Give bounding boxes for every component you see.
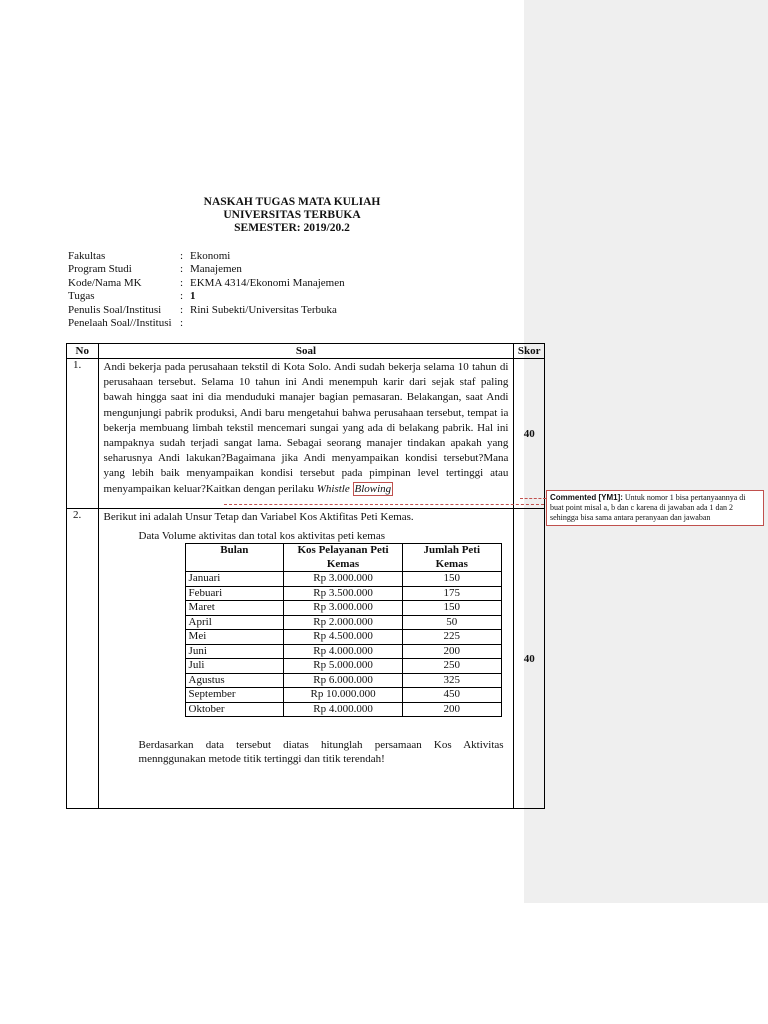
info-value: EKMA 4314/Ekonomi Manajemen — [190, 276, 345, 289]
data-cell-count: 225 — [402, 630, 501, 645]
info-label: Fakultas — [68, 250, 106, 262]
data-row — [185, 659, 501, 674]
data-cell-month: September — [185, 688, 284, 703]
info-label: Penulis Soal/Institusi — [68, 303, 162, 316]
info-value: Rini Subekti/Universitas Terbuka — [190, 303, 337, 316]
data-row — [185, 630, 501, 645]
data-cell-month: Mei — [185, 630, 284, 645]
italic-term-1: Whistle — [316, 482, 350, 495]
info-label: Program Studi — [68, 263, 132, 276]
data-cell-month: April — [185, 615, 284, 630]
data-row — [185, 688, 501, 703]
data-header-jumlah: Jumlah Peti Kemas — [402, 544, 501, 572]
data-row — [185, 601, 501, 616]
question-table — [66, 343, 545, 809]
header-line-2: UNIVERSITAS TERBUKA — [223, 209, 361, 221]
data-cell-count: 150 — [402, 572, 501, 587]
data-cell-cost: Rp 2.000.000 — [284, 615, 403, 630]
info-row: Tugas : 1 — [68, 290, 196, 303]
comment-margin-pane — [524, 0, 768, 903]
info-label: Penelaah Soal//Institusi — [68, 317, 172, 330]
question-row-2 — [67, 509, 545, 809]
data-cell-month: Agustus — [185, 673, 284, 688]
commented-term[interactable]: Blowing — [354, 482, 392, 495]
data-cell-count: 175 — [402, 586, 501, 601]
comment-anchor-line — [224, 504, 544, 505]
data-cell-cost: Rp 4.000.000 — [284, 702, 403, 717]
question-2-intro: Berikut ini adalah Unsur Tetap dan Variabel Kos Aktifitas Peti Kemas. — [103, 511, 414, 523]
question-1-score: 40 — [514, 359, 545, 509]
comment-author: Commented [YM1]: — [550, 493, 623, 502]
info-row: Kode/Nama MK : EKMA 4314/Ekonomi Manajemen — [68, 276, 345, 289]
data-cell-cost: Rp 6.000.000 — [284, 673, 403, 688]
data-cell-cost: Rp 3.000.000 — [284, 572, 403, 587]
info-row: Penelaah Soal//Institusi : — [68, 317, 184, 330]
comment-connector — [520, 498, 546, 499]
data-cell-cost: Rp 10.000.000 — [284, 688, 403, 703]
data-cell-count: 200 — [402, 702, 501, 717]
data-row — [185, 673, 501, 688]
data-cell-month: Febuari — [185, 586, 284, 601]
info-row: Penulis Soal/Institusi : Rini Subekti/Universitas Terbuka — [68, 303, 337, 316]
document-header — [150, 196, 434, 235]
data-table-header — [185, 544, 501, 572]
data-cell-cost: Rp 3.500.000 — [284, 586, 403, 601]
question-2-instruction: Berdasarkan data tersebut diatas hitunglah persamaan Kos Aktivitas mennggunakan metode titik tertinggi dan titik terendah! — [138, 739, 504, 765]
info-label: Tugas — [68, 290, 95, 303]
data-cell-cost: Rp 5.000.000 — [284, 659, 403, 674]
data-cell-count: 200 — [402, 644, 501, 659]
data-cell-cost: Rp 4.500.000 — [284, 630, 403, 645]
header-line-1: NASKAH TUGAS MATA KULIAH — [203, 196, 381, 208]
info-row: Program Studi : Manajemen — [68, 263, 242, 276]
question-1-cell — [98, 359, 514, 509]
comment-text: Untuk nomor 1 bisa pertanyaannya di buat point misal a, b dan c karena di jawaban ada 1 dan 2 sehingga bisa sama antara peranyaan dan jawaban — [550, 493, 746, 522]
data-row — [185, 586, 501, 601]
question-number: 1. — [67, 359, 99, 509]
question-1-body: Andi bekerja pada perusahaan tekstil di Kota Solo. Andi sudah bekerja selama 10 tahun di perusahaan tersebut. Selama 10 tahun ini Andi menempuh karir dari sejak staf paling bawah hingga saat ini dia menduduki manajer bagian pemasaran. Belakangan, saat Andi mengunjungi pabrik produksi, Andi baru mengetahui bahwa perusahaan tersebut, tempat ia bekerja membuang limbah tekstil mencemari sungai yang ada di belakang pabrik. Hal ini nampaknya sudah terjadi sangat lama. Sebagai seorang manajer tindakan apakah yang seharusnya Andi lakukan?Bagaimana jika Andi menyampaikan kondisi tersebut?Mana yang lebih baik menyampaikan kondisi tersebut pada pimpinan level tertinggi atau menyampaikan keluar?Kaitkan dengan perilaku — [103, 361, 509, 495]
info-label: Kode/Nama MK — [68, 276, 142, 289]
question-row-1 — [67, 359, 545, 509]
header-skor: Skor — [514, 344, 545, 359]
info-value: Ekonomi — [190, 250, 231, 262]
info-row: Fakultas : Ekonomi — [68, 250, 231, 262]
data-cell-count: 250 — [402, 659, 501, 674]
question-1-text — [104, 360, 509, 508]
header-soal: Soal — [98, 344, 514, 359]
question-number: 2. — [67, 509, 99, 809]
data-row — [185, 702, 501, 717]
data-header-bulan: Bulan — [185, 544, 284, 572]
data-cell-cost: Rp 3.000.000 — [284, 601, 403, 616]
data-header-kos: Kos Pelayanan Peti Kemas — [284, 544, 403, 572]
data-row — [185, 615, 501, 630]
data-cell-month: Juli — [185, 659, 284, 674]
data-cell-month: Juni — [185, 644, 284, 659]
dataset-title: Data Volume aktivitas dan total kos aktivitas peti kemas — [138, 530, 385, 542]
data-cell-month: Oktober — [185, 702, 284, 717]
data-table — [185, 543, 502, 717]
question-table-header — [67, 344, 545, 359]
data-cell-count: 150 — [402, 601, 501, 616]
header-line-3: SEMESTER: 2019/20.2 — [234, 222, 350, 234]
data-cell-count: 325 — [402, 673, 501, 688]
question-2-cell — [98, 509, 514, 809]
data-cell-cost: Rp 4.000.000 — [284, 644, 403, 659]
comment-balloon[interactable] — [546, 490, 764, 526]
data-cell-count: 50 — [402, 615, 501, 630]
course-info — [68, 250, 345, 330]
header-no: No — [67, 344, 99, 359]
data-cell-count: 450 — [402, 688, 501, 703]
info-value: 1 — [190, 290, 196, 303]
data-cell-month: Januari — [185, 572, 284, 587]
data-cell-month: Maret — [185, 601, 284, 616]
question-2-score: 40 — [514, 509, 545, 809]
info-value: Manajemen — [190, 263, 242, 276]
data-row — [185, 644, 501, 659]
data-row — [185, 572, 501, 587]
